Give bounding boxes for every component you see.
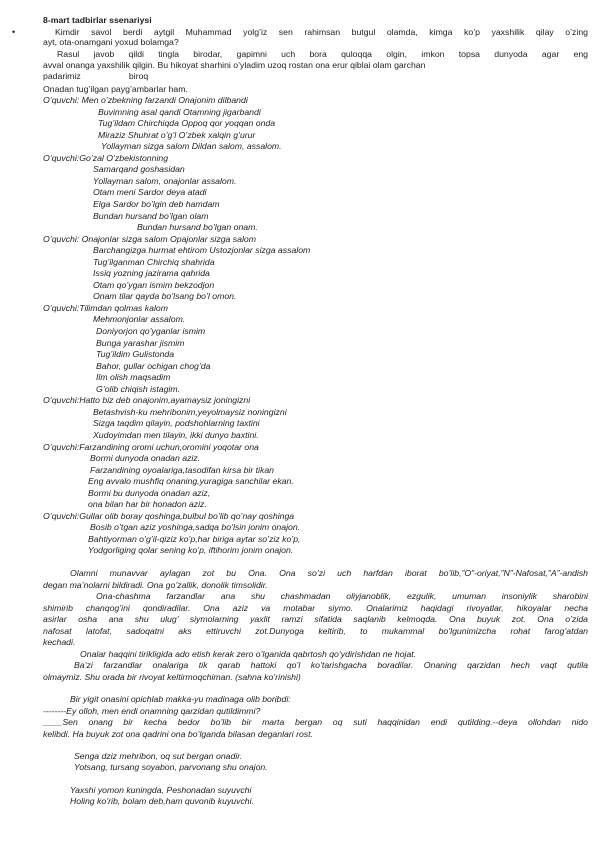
prose-line: Ba’zi farzandlar onalariga tik qarab hattoki qo’l ko’tarishgacha boradilar. Onaning qarzidan hech vaqt qutila (74, 660, 588, 670)
dialogue-line: Samarqand goshasidan (93, 164, 185, 175)
dialogue-line: Sizga taqdim qilayin, podshohlarning taxtini (93, 418, 260, 429)
scene-line: ____Sen onang bir kecha bedor bo’lib bir marta bergan oq suti haqqinidan endi qutilding.--deya ollohdan nido (43, 717, 588, 727)
dialogue-line: Elga Sardor bo’lgin deb hamdam (93, 198, 220, 209)
dialogue-line: Onam tilar qayda bo’lsang bo’l omon. (93, 291, 237, 302)
dialogue-line: O’quvchi:Tilimdan qolmas kalom (43, 302, 168, 313)
dialogue-line: Eng avvalo mushfiq onaning,yuragiga sanchilar ekan. (88, 476, 294, 487)
scene-line: Bir yigit onasini opichlab makka-yu madinaga olib boribdi: (70, 694, 291, 704)
dialogue-line: O’quvchi: Men o’zbekning farzandi Onajonim dilbandi (43, 95, 248, 105)
dialogue-line: O’quvchi: Onajonlar sizga salom Opajonlar sizga salom (43, 233, 256, 244)
dialogue-line: Ilm olish maqsadim (96, 372, 171, 383)
dialogue-line: Betashvish-ku mehribonim,yeyolmaysiz noningizni (93, 406, 287, 417)
dialogue-line: O’quvchi:Hatto biz deb onajonim,ayamaysiz joningizni (43, 395, 251, 406)
poem-line: Holing ko’rib, bolam deb,ham quvonib kuyuvchi. (70, 796, 254, 806)
dialogue-line: Bahtiyorman o’g’il-qiziz ko’p,har biriga aytar so’ziz ko’p, (88, 533, 301, 544)
dialogue-line: O’quvchi:Gullar olib boray qoshinga,bulbul bo’lib qo’nay qoshinga (43, 510, 295, 521)
intro-line: avval onanga yaxshilik qilgin. Bu hikoyat sharhini o’yladim uzoq rostan ona erur qiblai olam garchan (43, 60, 426, 70)
poem-line: Yaxshi yomon kuningda, Peshonadan suyuvchi (70, 785, 252, 795)
dialogue-line: Bundan hursand bo’lgan onam. (137, 222, 258, 233)
dialogue-line: Barchangizga hurmat ehtirom Ustozjonlar sizga assalom (93, 245, 311, 256)
dialogue-line: Miraziz Shuhrat o’g’l O’zbek xalqin g’urur (98, 129, 256, 140)
scene-line: kelibdi. Ha buyuk zot ona qadrini ona bo’lganda bilasan deganlari rost. (43, 728, 313, 739)
dialogue-line: O’quvchi:Farzandining oromi uchun,oromini yoqotar ona (43, 441, 259, 452)
poem-line: Senga dziz mehribon, oq sut bergan onadir. (74, 751, 243, 761)
intro-line: Kimdir savol berdi aytgil Muhammad yolg’iz sen rahimsan butgul olamda, kimga ko’p yaxshilik qilay o’zing (55, 27, 588, 37)
dialogue-line: Bunga yarashar jismim (96, 337, 185, 348)
prose-line: shimirib chanqog’ini qondiradilar. Ona aziz va motabar siymo. Onalarimiz haqidagi rivoyatlar, hikoyalar necha (43, 602, 588, 613)
dialogue-line: Bormi bu dunyoda onadan aziz, (88, 487, 211, 498)
dialogue-line: Tug’ildam Chirchiqda Oppoq qor yoqqan onda (98, 118, 276, 129)
dialogue-line: Tug’ilganman Chirchiq shahrida (93, 256, 215, 267)
dialogue-line: G’olib chiqish istagim. (96, 383, 181, 394)
prose-line: kechadi. (43, 637, 76, 647)
prose-line: olmaymiz. Shu orada bir rivoyat keltirmoqchiman. (sahna ko’rinishi) (43, 671, 301, 682)
dialogue-line: Buvimning asal qandi Otamning jigarbandi (98, 106, 261, 117)
prose-line: asirlar osha ana shu ulug’ siymolarning yaxlit ramzi sifatida saqlanib kelmoqda. Ona buyuk zot. Ona o’zida (43, 614, 588, 624)
dialogue-line: Issiq yozning jazirama qahrida (93, 268, 210, 279)
scene-line: --------Ey olloh, men endi onamning qarzidan qutildimmi? (43, 705, 261, 716)
dialogue-line: Bundan hursand bo’lgan olam (93, 210, 209, 221)
prose-line: Olamni munavvar aylagan zot bu Ona. Ona so’zi uch harfdan iborat bo’lib,”O”-oriyat,”N”-Nafosat,”A”-andish (70, 568, 588, 578)
poem-line: Yotsang, tursang soyabon, parvonang shu onajon. (74, 762, 268, 772)
prose-line: nafosat latofat, sadoqatni aks ettiruvchi zot.Dunyoga keltirib, to mukammal bo’lgunimizcha rohat farog’atdan (43, 625, 588, 636)
dialogue-line: Doniyorjon qo’yganlar ismim (96, 326, 206, 336)
dialogue-line: O’quvchi:Go’zal O’zbekistonning (43, 152, 169, 163)
dialogue-line: Farzandining oyoalariga,tasodifan kirsa bir tikan (90, 464, 274, 475)
dialogue-line: Bosib o’tgan aziz yoshinga,sadqa bo’lsin jonim onajon. (90, 522, 301, 533)
dialogue-line: Yollayman sizga salom Dildan salom, assalom. (101, 141, 282, 152)
intro-line: Onadan tug’ilgan payg’ambarlar ham. (43, 84, 188, 94)
prose-line: Onalar haqqini tirikligida ado etish kerak zero o’lganida qabrtosh qo’ydirishdan ne hojat. (80, 648, 417, 659)
dialogue-line: Bormi dunyoda onadan aziz. (90, 453, 201, 464)
prose-line: degan ma’nolarni bildiradi. Ona go’zallik, donolik timsolidir. (43, 579, 268, 590)
bullet-mark: • (12, 27, 16, 37)
dialogue-line: ona bilan har bir honadon aziz. (88, 499, 207, 510)
intro-line: Rasul javob qildi tingla birodar, gapimni uch bora quloqqa olgin, imkon topsa dunyoda agar eng (57, 49, 588, 59)
dialogue-line: Yodgorliging qolar sening ko’p, iftihorim jonim onajon. (88, 545, 294, 556)
intro-line: padarimiz biroq (43, 71, 149, 81)
dialogue-line: Xudoyimdan men tilayin, ikki dunyo baxtini. (93, 429, 259, 440)
dialogue-line: Bahor, gullar ochigan chog’da (96, 360, 211, 371)
dialogue-line: Tug’ildim Gulistonda (96, 349, 175, 360)
dialogue-line: Otam meni Sardor deya atadi (93, 187, 207, 198)
dialogue-line: Otam qo’ygan ismim bekzodjon (93, 279, 215, 290)
intro-line: ayt, ota-onamgani yoxud bolamga? (43, 37, 179, 47)
dialogue-line: Yollayman salom, onajonlar assalom. (93, 175, 237, 186)
document-title: 8-mart tadbirlar ssenariysi (43, 15, 152, 25)
prose-line: Ona-chashma farzandlar ana shu chashmadan oliyjanoblik, ezgulik, umuman insoniylik sharobini (96, 591, 588, 601)
dialogue-line: Mehmonjonlar assalom. (93, 314, 186, 325)
